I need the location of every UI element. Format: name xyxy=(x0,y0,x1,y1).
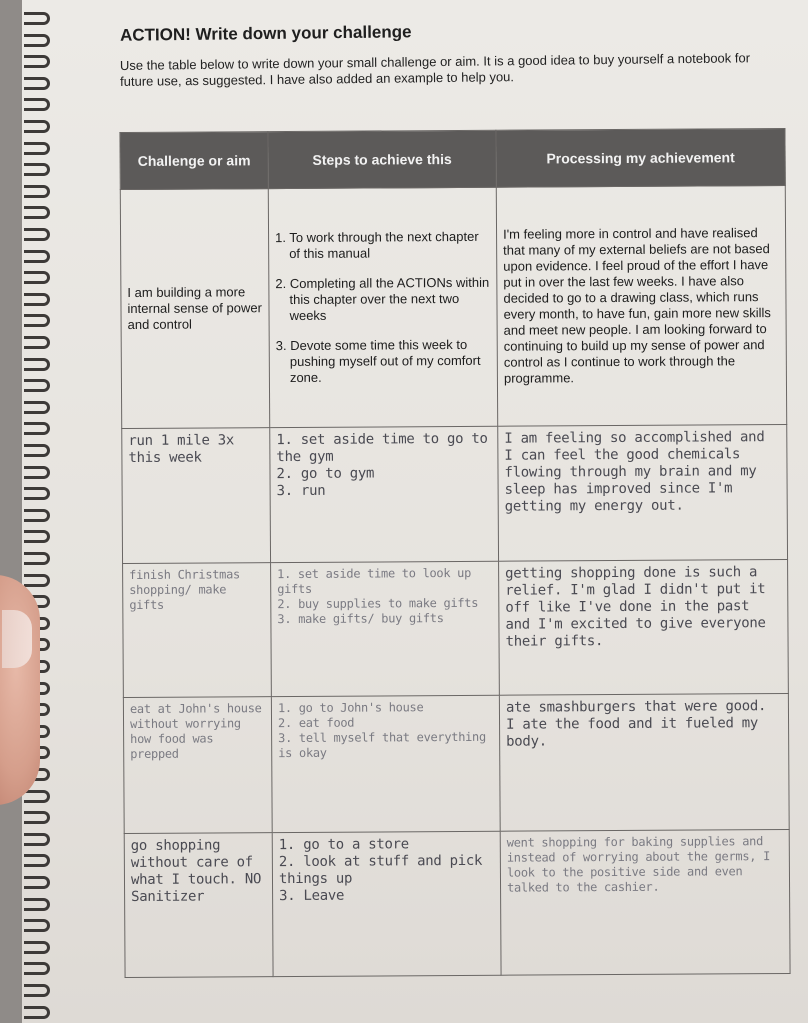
example-step: 3. Devote some time this week to pushing myself out of my comfort zone. xyxy=(275,336,481,385)
entry-steps[interactable]: 1. set aside time to look up gifts 2. buy supplies to make gifts 3. make gifts/ buy gifts xyxy=(271,562,500,697)
spiral-coil xyxy=(24,185,50,198)
entry-row xyxy=(123,694,789,834)
entry-processing[interactable]: I am feeling so accomplished and I can feel the good chemicals flowing through my brain and my sleep has improved since I'm getting my energy out. xyxy=(498,424,788,562)
header-row xyxy=(120,128,785,189)
entry-processing[interactable]: went shopping for baking supplies and instead of worrying about the germs, I look to the positive side and even talked to the cashier. xyxy=(500,829,790,975)
spiral-binding xyxy=(22,0,66,1023)
header-processing: Processing my achievement xyxy=(496,128,785,187)
spiral-coil xyxy=(24,811,50,824)
entry-challenge[interactable]: run 1 mile 3x this week xyxy=(122,427,271,564)
spiral-coil xyxy=(24,962,50,975)
entry-challenge[interactable]: eat at John's house without worrying how food was prepped xyxy=(123,697,272,834)
spiral-coil xyxy=(24,12,50,25)
spiral-coil xyxy=(24,854,50,867)
spiral-coil xyxy=(24,142,50,155)
spiral-coil xyxy=(24,358,50,371)
header-steps: Steps to achieve this xyxy=(268,130,496,188)
example-step: 1. To work through the next chapter of this manual xyxy=(275,228,479,261)
spiral-coil xyxy=(24,293,50,306)
challenge-table xyxy=(119,128,790,978)
spiral-coil xyxy=(24,163,50,176)
spiral-coil xyxy=(24,941,50,954)
entry-processing[interactable]: getting shopping done is such a relief. I'm glad I didn't put it off like I've done in the past and I'm excited to give everyone their gifts. xyxy=(499,560,789,695)
spiral-coil xyxy=(24,790,50,803)
spiral-coil xyxy=(24,314,50,327)
spiral-coil xyxy=(24,530,50,543)
spiral-coil xyxy=(24,898,50,911)
spiral-coil xyxy=(24,487,50,500)
thumbnail xyxy=(2,610,32,668)
entry-steps[interactable]: 1. go to John's house 2. eat food 3. tell myself that everything is okay xyxy=(271,695,500,832)
spiral-coil xyxy=(24,379,50,392)
spiral-coil xyxy=(24,120,50,133)
spiral-coil xyxy=(24,55,50,68)
entry-row xyxy=(123,560,789,698)
spiral-coil xyxy=(24,336,50,349)
workbook-page xyxy=(22,0,808,1023)
spiral-coil xyxy=(24,34,50,47)
spiral-coil xyxy=(24,509,50,522)
entry-steps[interactable]: 1. set aside time to go to the gym 2. go to gym 3. run xyxy=(270,426,499,563)
entry-row xyxy=(124,829,790,977)
entry-row xyxy=(122,424,788,564)
intro-text: Use the table below to write down your small challenge or aim. It is a good idea to buy yourself a notebook for future use, as suggested. I have also added an example to help you. xyxy=(119,50,751,89)
spiral-coil xyxy=(24,228,50,241)
page-title: ACTION! Write down your challenge xyxy=(119,22,412,45)
spiral-coil xyxy=(24,422,50,435)
example-row xyxy=(120,185,786,428)
spiral-coil xyxy=(24,250,50,263)
example-steps xyxy=(268,187,497,427)
spiral-coil xyxy=(24,1006,50,1019)
challenge-table-wrap xyxy=(119,128,789,978)
example-processing: I'm feeling more in control and have realised that many of my external beliefs are not based upon evidence. I feel proud of the effort I have put in over the last few weeks. I have also decided to go to a drawing class, which runs every month, to have fun, gain more new skills and meet new people. I am looking forward to continuing to build up my sense of power and control as I continue to work through the programme. xyxy=(496,185,786,425)
spiral-coil xyxy=(24,466,50,479)
spiral-coil xyxy=(24,984,50,997)
spiral-coil xyxy=(24,552,50,565)
spiral-coil xyxy=(24,574,50,587)
entry-processing[interactable]: ate smashburgers that were good. I ate the food and it fueled my body. xyxy=(499,694,789,832)
spiral-coil xyxy=(24,206,50,219)
spiral-coil xyxy=(24,919,50,932)
spiral-coil xyxy=(24,271,50,284)
example-challenge: I am building a more internal sense of power and control xyxy=(120,189,269,429)
spiral-coil xyxy=(24,401,50,414)
header-challenge: Challenge or aim xyxy=(120,132,268,190)
spiral-coil xyxy=(24,77,50,90)
spiral-coil xyxy=(24,444,50,457)
example-step: 2. Completing all the ACTIONs within this chapter over the next two weeks xyxy=(275,274,490,323)
spiral-coil xyxy=(24,876,50,889)
spiral-coil xyxy=(24,833,50,846)
entry-steps[interactable]: 1. go to a store 2. look at stuff and pick things up 3. Leave xyxy=(272,831,501,976)
entry-challenge[interactable]: go shopping without care of what I touch. NO Sanitizer xyxy=(124,833,273,978)
spiral-coil xyxy=(24,98,50,111)
entry-challenge[interactable]: finish Christmas shopping/ make gifts xyxy=(123,563,272,698)
